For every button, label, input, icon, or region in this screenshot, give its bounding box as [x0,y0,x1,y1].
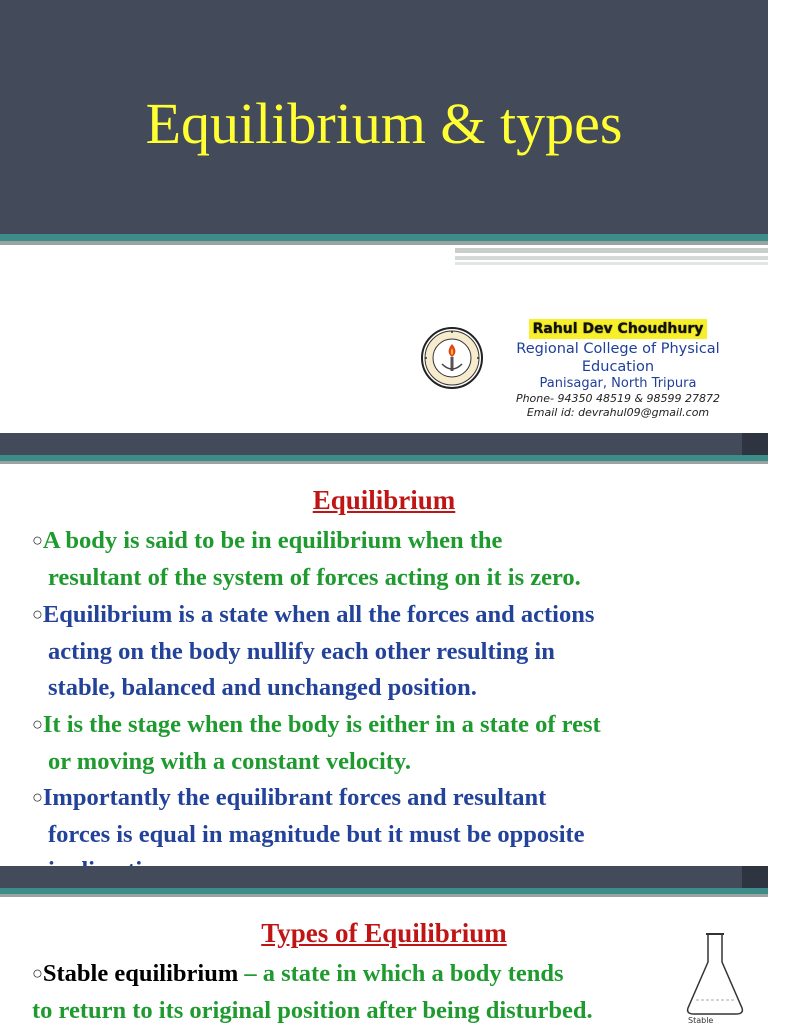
bullet-marker: ○ [32,714,43,734]
title-slide [0,0,768,433]
stripe-dark-right [742,433,768,455]
bullet-1-line-2: resultant of the system of forces acting on it is zero. [32,560,581,597]
bullet-3-line-2: or moving with a constant velocity. [32,744,601,781]
section-heading: Types of Equilibrium [0,918,768,949]
bullet-4-line-1: Importantly the equilibrant forces and resultant [43,784,546,811]
stripe-dark-right [742,866,768,888]
college-seal-logo [420,326,484,390]
bullet-marker: ○ [32,963,43,983]
stripe-teal [0,234,768,241]
stripe-gray [0,241,768,245]
bullet-4-line-2: forces is equal in magnitude but it must be opposite [32,817,585,854]
bullet-marker: ○ [32,604,43,624]
bullet-2 [32,596,594,707]
flask-label: Stable [688,1016,713,1025]
stripe-light-2 [455,256,768,260]
types-slide [0,866,768,1024]
bullet-stable-text: – a state in which a body tends [238,960,563,987]
bullet-3 [32,706,601,780]
stripe-gray [0,894,768,897]
author-place: Panisagar, North Tripura [482,376,754,392]
bullet-marker: ○ [32,787,43,807]
section-heading: Equilibrium [0,485,768,516]
bullet-2-line-1: Equilibrium is a state when all the forces and actions [43,601,595,628]
stripe-light-3 [455,262,768,265]
term-stable-equilibrium: Stable equilibrium [43,960,238,987]
bullet-3-line-1: It is the stage when the body is either in a state of rest [43,711,601,738]
bullet-1 [32,522,581,596]
author-college: Regional College of Physical Education [482,340,754,376]
stripe-light-1 [455,248,768,253]
author-details [482,318,754,420]
bullet-2-line-2: acting on the body nullify each other resulting in [32,634,594,671]
author-phone: Phone- 94350 48519 & 98599 27872 [482,392,754,406]
header-bar [0,433,768,455]
author-email: Email id: devrahul09@gmail.com [482,406,754,420]
header-bar [0,866,768,888]
stable-flask-icon [678,928,768,1024]
stripe-gray [0,461,768,464]
equilibrium-slide [0,433,768,866]
bullet-marker: ○ [32,530,43,550]
slide-title: Equilibrium & types [0,88,768,160]
author-name: Rahul Dev Choudhury [529,319,708,339]
author-card [420,318,760,408]
bullet-2-line-3: stable, balanced and unchanged position. [32,670,594,707]
bullet-stable-line-2: to return to its original position after being disturbed. [32,993,792,1029]
bullet-1-line-1: A body is said to be in equilibrium when the [43,527,502,554]
